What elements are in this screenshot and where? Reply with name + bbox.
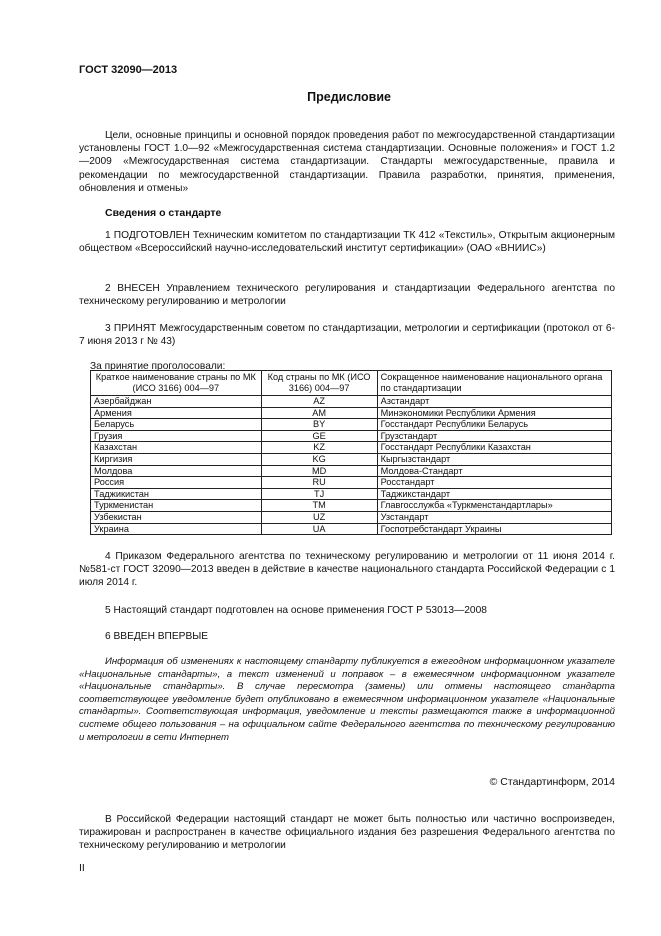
countries-table	[90, 370, 612, 535]
country-cell: Армения	[91, 407, 262, 419]
country-cell: Киргизия	[91, 453, 262, 465]
body-cell: Кыргызстандарт	[377, 453, 611, 465]
country-cell: Казахстан	[91, 442, 262, 454]
intro-paragraph: Цели, основные принципы и основной порядок проведения работ по межгосударственной стандартизации установлены ГОСТ 1.0—92 «Межгосударственная система стандартизации. Основные положения» и ГОСТ 1.2—2009 «Межгосударственная система стандартизации. Стандарты межгосударственные, правила и рекомендации по межгосударственной стандартизации. Правила разработки, принятия, применения, обновления и отмены»	[79, 130, 615, 194]
info-heading: Сведения о стандарте	[105, 207, 222, 219]
table-row	[91, 488, 612, 500]
body-cell: Госпотребстандарт Украины	[377, 523, 611, 535]
country-cell: Таджикистан	[91, 488, 262, 500]
page-number: II	[79, 862, 85, 874]
page-title: Предисловие	[307, 90, 391, 104]
code-cell: UZ	[261, 511, 377, 523]
country-cell: Азербайджан	[91, 396, 262, 408]
copyright: © Стандартинформ, 2014	[489, 776, 615, 788]
code-cell: TJ	[261, 488, 377, 500]
body-cell: Минэкономики Республики Армения	[377, 407, 611, 419]
standard-number: ГОСТ 32090—2013	[79, 64, 178, 76]
body-cell: Таджикстандарт	[377, 488, 611, 500]
code-cell: KZ	[261, 442, 377, 454]
country-cell: Грузия	[91, 430, 262, 442]
table-row	[91, 419, 612, 431]
code-cell: KG	[261, 453, 377, 465]
table-row	[91, 442, 612, 454]
table-row	[91, 523, 612, 535]
item-4-paragraph: 4 Приказом Федерального агентства по техническому регулированию и метрологии от 11 июня 2014 г. №581-ст ГОСТ 32090—2013 введен в действие в качестве национального стандарта Российской Федерации с 1 июля 2014 г.	[79, 551, 615, 589]
country-cell: Узбекистан	[91, 511, 262, 523]
code-cell: MD	[261, 465, 377, 477]
country-cell: Украина	[91, 523, 262, 535]
code-cell: BY	[261, 419, 377, 431]
changes-notice: Информация об изменениях к настоящему стандарту публикуется в ежегодном информационном указателе «Национальные стандарты», а текст изменений и поправок – в ежемесячном информационном указателе «Национальные стандарты». В случае пересмотра (замены) или отмены настоящего стандарта соответствующее уведомление будет опубликовано в ежемесячном информационном указателе «Национальные стандарты». Соответствующая информация, уведомление и тексты размещаются также в информационной системе общего пользования – на официальном сайте Федерального агентства по техническому регулированию и метрологии в сети Интернет	[79, 656, 615, 743]
item-3-paragraph: 3 ПРИНЯТ Межгосударственным советом по стандартизации, метрологии и сертификации (протокол от 6-7 июня 2013 г № 43)	[79, 323, 615, 348]
table-row	[91, 511, 612, 523]
table-row	[91, 500, 612, 512]
code-cell: AM	[261, 407, 377, 419]
header-country: Краткое наименование страны по МК (ИСО 3166) 004—97	[91, 371, 262, 396]
rights-notice: В Российской Федерации настоящий стандарт не может быть полностью или частично воспроизведен, тиражирован и распространен в качестве официального издания без разрешения Федерального агентства по техническому регулированию и метрологии	[79, 814, 615, 852]
code-cell: GE	[261, 430, 377, 442]
table-header-row	[91, 371, 612, 396]
body-cell: Госстандарт Республики Казахстан	[377, 442, 611, 454]
code-cell: AZ	[261, 396, 377, 408]
body-cell: Узстандарт	[377, 511, 611, 523]
item-5-paragraph: 5 Настоящий стандарт подготовлен на основе применения ГОСТ Р 53013—2008	[105, 605, 487, 616]
country-cell: Беларусь	[91, 419, 262, 431]
code-cell: RU	[261, 477, 377, 489]
table-row	[91, 407, 612, 419]
country-cell: Туркменистан	[91, 500, 262, 512]
header-body: Сокращенное наименование национального органа по стандартизации	[377, 371, 611, 396]
table-row	[91, 477, 612, 489]
table-row	[91, 453, 612, 465]
country-cell: Россия	[91, 477, 262, 489]
table-row	[91, 430, 612, 442]
code-cell: TM	[261, 500, 377, 512]
country-cell: Молдова	[91, 465, 262, 477]
body-cell: Азстандарт	[377, 396, 611, 408]
code-cell: UA	[261, 523, 377, 535]
item-6-paragraph: 6 ВВЕДЕН ВПЕРВЫЕ	[105, 631, 209, 642]
body-cell: Госстандарт Республики Беларусь	[377, 419, 611, 431]
item-2-paragraph: 2 ВНЕСЕН Управлением технического регулирования и стандартизации Федерального агентства по техническому регулированию и метрологии	[79, 283, 615, 308]
table-row	[91, 465, 612, 477]
body-cell: Росстандарт	[377, 477, 611, 489]
body-cell: Молдова-Стандарт	[377, 465, 611, 477]
voted-label: За принятие проголосовали:	[90, 361, 226, 372]
body-cell: Главгосслужба «Туркменстандартлары»	[377, 500, 611, 512]
item-1-paragraph: 1 ПОДГОТОВЛЕН Техническим комитетом по стандартизации ТК 412 «Текстиль», Открытым акционерным обществом «Всероссийский научно-исследовательский институт сертификации» (ОАО «ВНИИС»)	[79, 230, 615, 255]
header-code: Код страны по МК (ИСО 3166) 004—97	[261, 371, 377, 396]
table-row	[91, 396, 612, 408]
body-cell: Грузстандарт	[377, 430, 611, 442]
